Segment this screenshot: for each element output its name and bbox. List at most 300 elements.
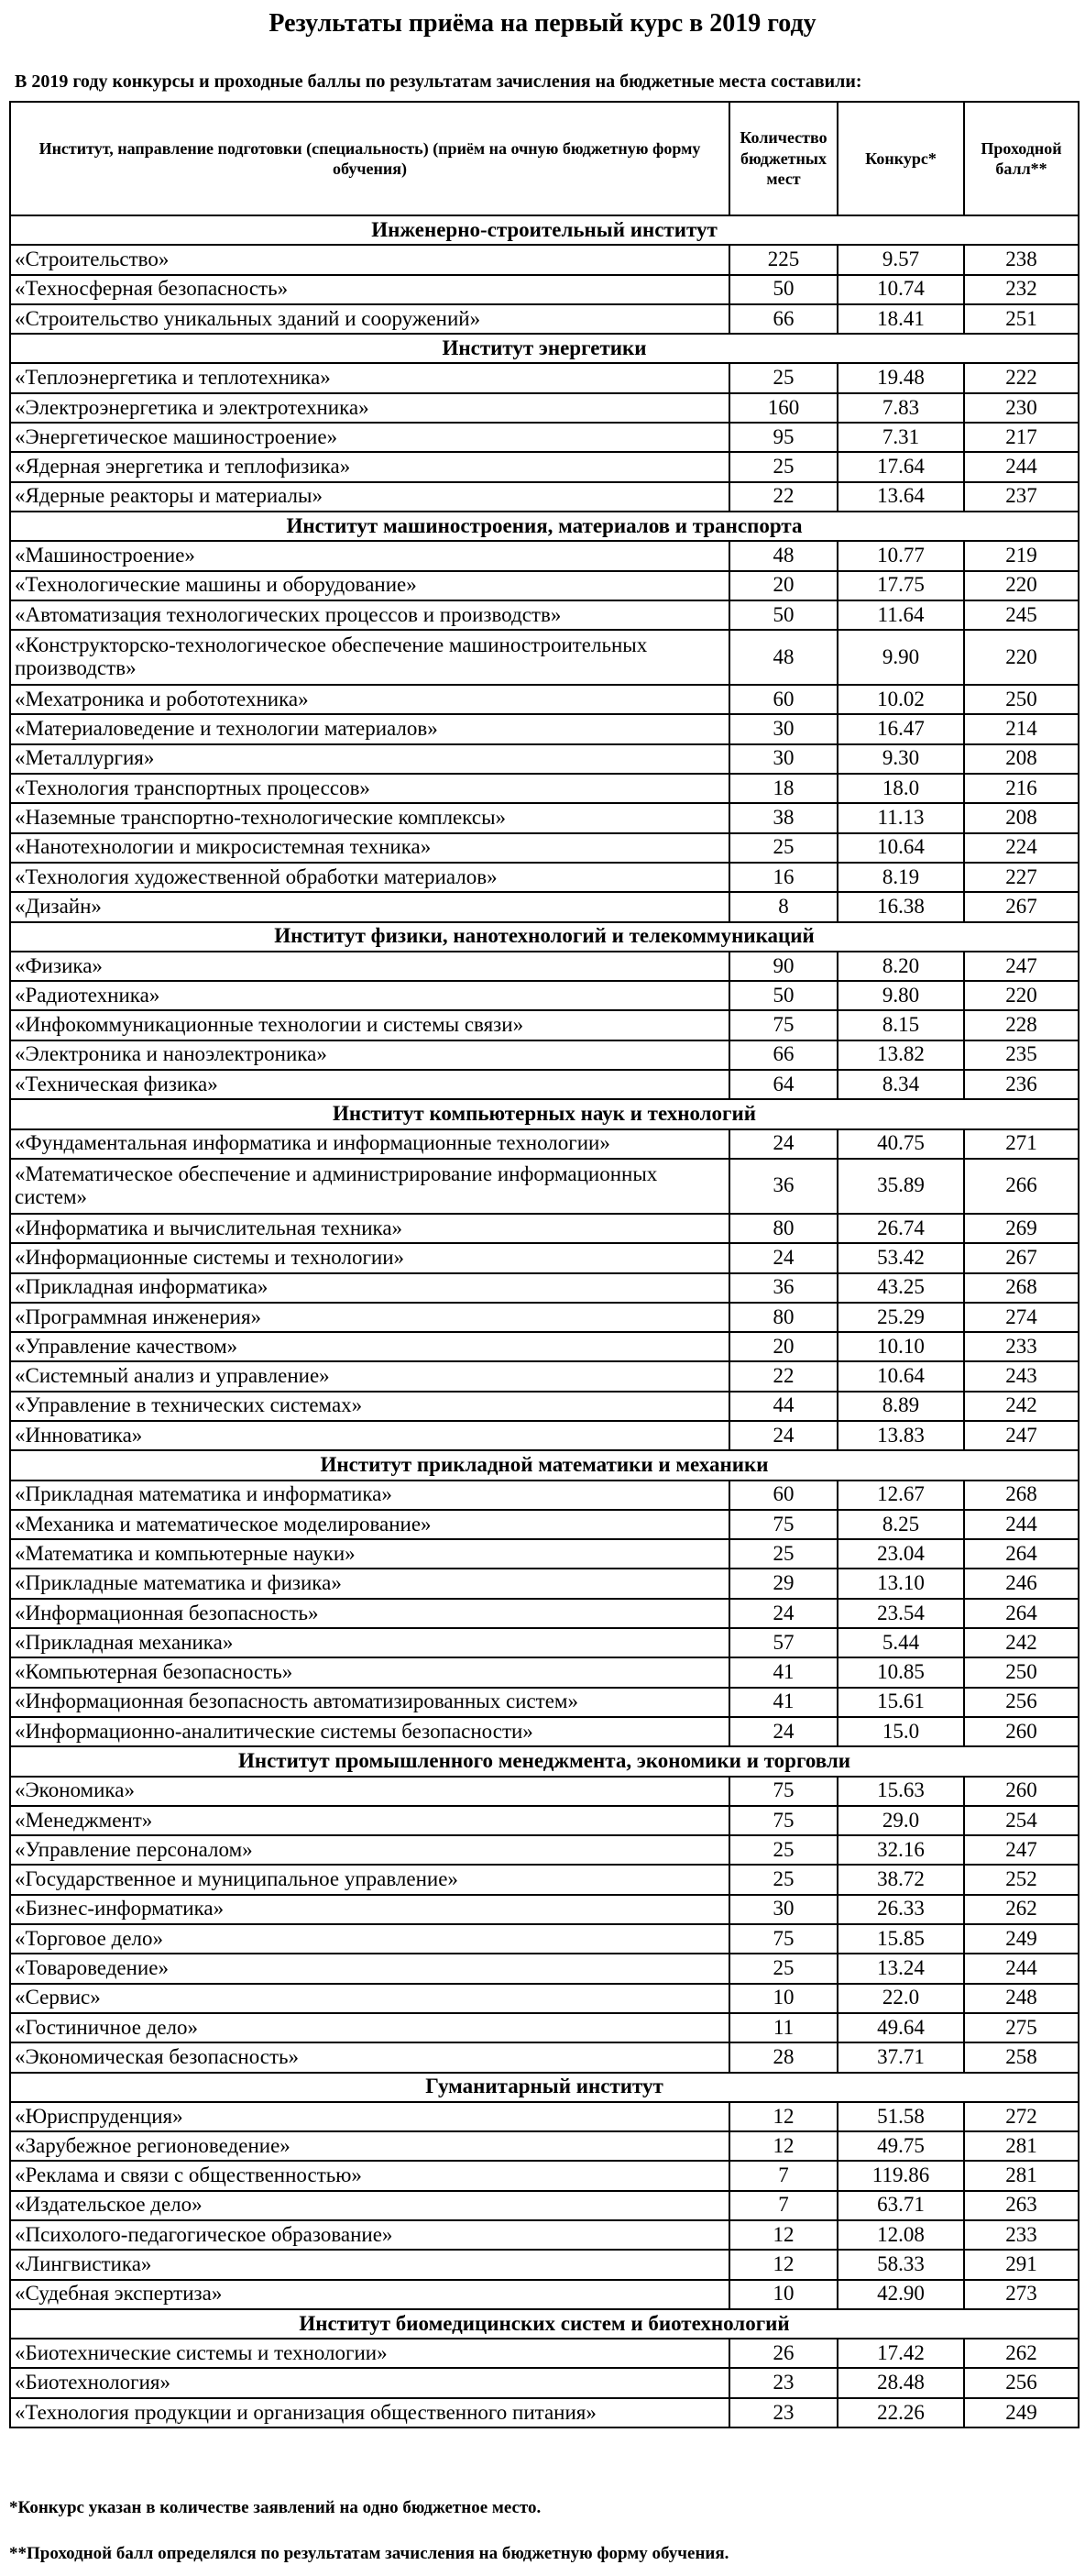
table-row [10,1129,1079,1159]
competition-cell: 10.64 [838,833,964,863]
program-cell: «Сервис» [10,1984,729,2013]
competition-cell: 9.90 [838,630,964,685]
table-row [10,2191,1079,2220]
competition-cell: 8.20 [838,952,964,981]
institute-row [10,334,1079,363]
table-row [10,1777,1079,1806]
score-cell: 244 [964,452,1079,481]
table-row [10,1010,1079,1040]
score-cell: 230 [964,393,1079,423]
places-cell: 20 [729,571,838,600]
program-cell: «Психолого-педагогическое образование» [10,2220,729,2250]
program-cell: «Информатика и вычислительная техника» [10,1214,729,1243]
score-cell: 269 [964,1214,1079,1243]
score-cell: 275 [964,2013,1079,2042]
places-cell: 75 [729,1510,838,1539]
places-cell: 225 [729,245,838,274]
program-cell: «Дизайн» [10,892,729,921]
competition-cell: 12.67 [838,1481,964,1510]
competition-cell: 8.25 [838,1510,964,1539]
places-cell: 30 [729,744,838,774]
program-cell: «Информационная безопасность автоматизированных систем» [10,1688,729,1717]
score-cell: 268 [964,1273,1079,1303]
places-cell: 7 [729,2161,838,2190]
table-row [10,1273,1079,1303]
competition-cell: 22.26 [838,2398,964,2427]
institute-name: Гуманитарный институт [10,2073,1079,2102]
places-cell: 75 [729,1924,838,1954]
program-cell: «Техносферная безопасность» [10,275,729,304]
program-cell: «Судебная экспертиза» [10,2280,729,2309]
competition-cell: 10.77 [838,541,964,570]
footnote-score: **Проходной балл определялся по результатам зачисления на бюджетную форму обучения. [9,2544,729,2563]
places-cell: 29 [729,1569,838,1598]
table-row [10,2250,1079,2279]
places-cell: 36 [729,1159,838,1214]
program-cell: «Экономическая безопасность» [10,2042,729,2072]
program-cell: «Товароведение» [10,1954,729,1983]
table-row [10,1628,1079,1657]
program-cell: «Управление в технических системах» [10,1392,729,1421]
competition-cell: 8.19 [838,863,964,892]
score-cell: 254 [964,1806,1079,1835]
table-row [10,304,1079,334]
program-cell: «Математическое обеспечение и администрирование информационных систем» [10,1159,729,1214]
competition-cell: 13.24 [838,1954,964,1983]
program-cell: «Управление персоналом» [10,1835,729,1865]
competition-cell: 35.89 [838,1159,964,1214]
footnote-competition: *Конкурс указан в количестве заявлений на одно бюджетное место. [9,2498,542,2517]
program-cell: «Строительство» [10,245,729,274]
competition-cell: 9.30 [838,744,964,774]
table-row [10,1688,1079,1717]
score-cell: 236 [964,1070,1079,1099]
table-row [10,1599,1079,1628]
table-row [10,2161,1079,2190]
places-cell: 66 [729,1040,838,1070]
score-cell: 242 [964,1392,1079,1421]
program-cell: «Государственное и муниципальное управление» [10,1865,729,1894]
score-cell: 237 [964,482,1079,512]
institute-row [10,1450,1079,1480]
places-cell: 11 [729,2013,838,2042]
table-row [10,1481,1079,1510]
competition-cell: 29.0 [838,1806,964,1835]
table-row [10,1806,1079,1835]
table-row [10,981,1079,1010]
program-cell: «Физика» [10,952,729,981]
competition-cell: 7.83 [838,393,964,423]
table-row [10,245,1079,274]
places-cell: 48 [729,541,838,570]
score-cell: 272 [964,2102,1079,2131]
score-cell: 244 [964,1954,1079,1983]
score-cell: 242 [964,1628,1079,1657]
program-cell: «Материаловедение и технологии материалов» [10,714,729,743]
score-cell: 248 [964,1984,1079,2013]
competition-cell: 13.10 [838,1569,964,1598]
table-row [10,630,1079,685]
header-competition: Конкурс* [838,102,964,215]
score-cell: 244 [964,1510,1079,1539]
score-cell: 268 [964,1481,1079,1510]
places-cell: 57 [729,1628,838,1657]
competition-cell: 32.16 [838,1835,964,1865]
places-cell: 25 [729,452,838,481]
competition-cell: 12.08 [838,2220,964,2250]
program-cell: «Компьютерная безопасность» [10,1657,729,1687]
score-cell: 267 [964,1243,1079,1272]
program-cell: «Прикладная механика» [10,1628,729,1657]
institute-row [10,2309,1079,2339]
score-cell: 258 [964,2042,1079,2072]
table-row [10,1303,1079,1332]
competition-cell: 26.74 [838,1214,964,1243]
places-cell: 18 [729,774,838,803]
score-cell: 250 [964,685,1079,714]
table-row [10,275,1079,304]
score-cell: 256 [964,2368,1079,2397]
score-cell: 217 [964,423,1079,452]
table-row [10,1984,1079,2013]
program-cell: «Радиотехника» [10,981,729,1010]
places-cell: 160 [729,393,838,423]
places-cell: 50 [729,981,838,1010]
places-cell: 10 [729,1984,838,2013]
institute-name: Институт машиностроения, материалов и транспорта [10,512,1079,541]
program-cell: «Машиностроение» [10,541,729,570]
program-cell: «Биотехнология» [10,2368,729,2397]
places-cell: 12 [729,2131,838,2161]
score-cell: 266 [964,1159,1079,1214]
places-cell: 50 [729,275,838,304]
program-cell: «Автоматизация технологических процессов и производств» [10,600,729,630]
score-cell: 224 [964,833,1079,863]
table-row [10,2398,1079,2427]
program-cell: «Математика и компьютерные науки» [10,1539,729,1569]
score-cell: 243 [964,1361,1079,1391]
places-cell: 22 [729,1361,838,1391]
program-cell: «Издательское дело» [10,2191,729,2220]
places-cell: 8 [729,892,838,921]
table-row [10,1332,1079,1361]
table-row [10,744,1079,774]
table-row [10,774,1079,803]
competition-cell: 5.44 [838,1628,964,1657]
places-cell: 60 [729,1481,838,1510]
competition-cell: 40.75 [838,1129,964,1159]
score-cell: 263 [964,2191,1079,2220]
program-cell: «Строительство уникальных зданий и сооружений» [10,304,729,334]
institute-row [10,1746,1079,1776]
places-cell: 23 [729,2398,838,2427]
table-row [10,2280,1079,2309]
institute-row [10,922,1079,952]
places-cell: 10 [729,2280,838,2309]
places-cell: 25 [729,363,838,392]
header-places: Количество бюджетных мест [729,102,838,215]
table-row [10,892,1079,921]
places-cell: 22 [729,482,838,512]
places-cell: 64 [729,1070,838,1099]
program-cell: «Технология продукции и организация общественного питания» [10,2398,729,2427]
score-cell: 219 [964,541,1079,570]
places-cell: 80 [729,1303,838,1332]
places-cell: 24 [729,1717,838,1746]
table-row [10,2131,1079,2161]
places-cell: 50 [729,600,838,630]
competition-cell: 53.42 [838,1243,964,1272]
competition-cell: 10.74 [838,275,964,304]
competition-cell: 7.31 [838,423,964,452]
competition-cell: 15.85 [838,1924,964,1954]
competition-cell: 19.48 [838,363,964,392]
institute-row [10,2073,1079,2102]
places-cell: 30 [729,714,838,743]
score-cell: 233 [964,1332,1079,1361]
header-score: Проходной балл** [964,102,1079,215]
table-row [10,571,1079,600]
score-cell: 208 [964,744,1079,774]
institute-row [10,512,1079,541]
institute-name: Институт биомедицинских систем и биотехнологий [10,2309,1079,2339]
score-cell: 256 [964,1688,1079,1717]
table-row [10,2220,1079,2250]
competition-cell: 10.64 [838,1361,964,1391]
competition-cell: 9.80 [838,981,964,1010]
score-cell: 251 [964,304,1079,334]
score-cell: 252 [964,1865,1079,1894]
table-row [10,2102,1079,2131]
places-cell: 60 [729,685,838,714]
competition-cell: 10.02 [838,685,964,714]
places-cell: 12 [729,2220,838,2250]
program-cell: «Электроника и наноэлектроника» [10,1040,729,1070]
program-cell: «Лингвистика» [10,2250,729,2279]
institute-name: Институт компьютерных наук и технологий [10,1099,1079,1128]
places-cell: 95 [729,423,838,452]
table-row [10,541,1079,570]
program-cell: «Инфокоммуникационные технологии и системы связи» [10,1010,729,1040]
competition-cell: 17.42 [838,2339,964,2368]
score-cell: 281 [964,2131,1079,2161]
institute-name: Институт промышленного менеджмента, экономики и торговли [10,1746,1079,1776]
places-cell: 75 [729,1806,838,1835]
score-cell: 246 [964,1569,1079,1598]
program-cell: «Ядерная энергетика и теплофизика» [10,452,729,481]
places-cell: 25 [729,1865,838,1894]
score-cell: 220 [964,981,1079,1010]
institute-name: Инженерно-строительный институт [10,215,1079,245]
competition-cell: 37.71 [838,2042,964,2072]
score-cell: 220 [964,571,1079,600]
program-cell: «Системный анализ и управление» [10,1361,729,1391]
program-cell: «Электроэнергетика и электротехника» [10,393,729,423]
table-row [10,482,1079,512]
table-row [10,423,1079,452]
competition-cell: 15.61 [838,1688,964,1717]
places-cell: 23 [729,2368,838,2397]
competition-cell: 16.38 [838,892,964,921]
score-cell: 264 [964,1599,1079,1628]
program-cell: «Нанотехнологии и микросистемная техника» [10,833,729,863]
competition-cell: 26.33 [838,1895,964,1924]
competition-cell: 63.71 [838,2191,964,2220]
score-cell: 227 [964,863,1079,892]
program-cell: «Гостиничное дело» [10,2013,729,2042]
score-cell: 216 [964,774,1079,803]
institute-row [10,1099,1079,1128]
program-cell: «Управление качеством» [10,1332,729,1361]
score-cell: 271 [964,1129,1079,1159]
competition-cell: 13.82 [838,1040,964,1070]
table-row [10,1510,1079,1539]
score-cell: 260 [964,1777,1079,1806]
competition-cell: 16.47 [838,714,964,743]
table-row [10,1569,1079,1598]
places-cell: 41 [729,1688,838,1717]
institute-name: Институт физики, нанотехнологий и телекоммуникаций [10,922,1079,952]
score-cell: 260 [964,1717,1079,1746]
score-cell: 208 [964,803,1079,832]
competition-cell: 15.63 [838,1777,964,1806]
score-cell: 264 [964,1539,1079,1569]
score-cell: 238 [964,245,1079,274]
program-cell: «Мехатроника и робототехника» [10,685,729,714]
competition-cell: 38.72 [838,1865,964,1894]
score-cell: 232 [964,275,1079,304]
score-cell: 233 [964,2220,1079,2250]
competition-cell: 11.13 [838,803,964,832]
places-cell: 24 [729,1243,838,1272]
table-row [10,685,1079,714]
competition-cell: 10.85 [838,1657,964,1687]
competition-cell: 9.57 [838,245,964,274]
program-cell: «Прикладные математика и физика» [10,1569,729,1598]
results-table [9,101,1080,2428]
places-cell: 75 [729,1010,838,1040]
table-row [10,1865,1079,1894]
places-cell: 12 [729,2250,838,2279]
table-row [10,1214,1079,1243]
places-cell: 30 [729,1895,838,1924]
program-cell: «Механика и математическое моделирование» [10,1510,729,1539]
score-cell: 235 [964,1040,1079,1070]
table-row [10,363,1079,392]
program-cell: «Менеджмент» [10,1806,729,1835]
competition-cell: 51.58 [838,2102,964,2131]
table-row [10,1361,1079,1391]
places-cell: 24 [729,1129,838,1159]
program-cell: «Инноватика» [10,1421,729,1450]
competition-cell: 43.25 [838,1273,964,1303]
program-cell: «Ядерные реакторы и материалы» [10,482,729,512]
table-row [10,2339,1079,2368]
places-cell: 12 [729,2102,838,2131]
score-cell: 214 [964,714,1079,743]
table-row [10,1539,1079,1569]
program-cell: «Технология транспортных процессов» [10,774,729,803]
program-cell: «Технология художественной обработки материалов» [10,863,729,892]
competition-cell: 13.64 [838,482,964,512]
places-cell: 66 [729,304,838,334]
program-cell: «Наземные транспортно-технологические комплексы» [10,803,729,832]
table-header-row [10,102,1079,215]
program-cell: «Информационные системы и технологии» [10,1243,729,1272]
program-cell: «Прикладная математика и информатика» [10,1481,729,1510]
program-cell: «Информационно-аналитические системы безопасности» [10,1717,729,1746]
program-cell: «Программная инженерия» [10,1303,729,1332]
program-cell: «Биотехнические системы и технологии» [10,2339,729,2368]
places-cell: 80 [729,1214,838,1243]
competition-cell: 10.10 [838,1332,964,1361]
table-row [10,1040,1079,1070]
places-cell: 24 [729,1599,838,1628]
score-cell: 247 [964,1421,1079,1450]
competition-cell: 8.34 [838,1070,964,1099]
intro-text: В 2019 году конкурсы и проходные баллы по результатам зачисления на бюджетные места составили: [15,72,862,92]
score-cell: 267 [964,892,1079,921]
places-cell: 38 [729,803,838,832]
institute-name: Институт прикладной математики и механики [10,1450,1079,1480]
competition-cell: 15.0 [838,1717,964,1746]
table-row [10,2368,1079,2397]
table-row [10,1657,1079,1687]
competition-cell: 28.48 [838,2368,964,2397]
competition-cell: 18.41 [838,304,964,334]
competition-cell: 17.75 [838,571,964,600]
program-cell: «Зарубежное регионоведение» [10,2131,729,2161]
competition-cell: 17.64 [838,452,964,481]
score-cell: 281 [964,2161,1079,2190]
score-cell: 247 [964,1835,1079,1865]
competition-cell: 23.04 [838,1539,964,1569]
table-row [10,600,1079,630]
competition-cell: 42.90 [838,2280,964,2309]
score-cell: 220 [964,630,1079,685]
program-cell: «Технологические машины и оборудование» [10,571,729,600]
program-cell: «Реклама и связи с общественностью» [10,2161,729,2190]
competition-cell: 119.86 [838,2161,964,2190]
places-cell: 26 [729,2339,838,2368]
program-cell: «Фундаментальная информатика и информационные технологии» [10,1129,729,1159]
places-cell: 16 [729,863,838,892]
competition-cell: 8.15 [838,1010,964,1040]
table-row [10,1717,1079,1746]
program-cell: «Теплоэнергетика и теплотехника» [10,363,729,392]
program-cell: «Конструкторско-технологическое обеспечение машиностроительных производств» [10,630,729,685]
table-row [10,1159,1079,1214]
places-cell: 25 [729,1835,838,1865]
program-cell: «Энергетическое машиностроение» [10,423,729,452]
places-cell: 25 [729,1539,838,1569]
places-cell: 36 [729,1273,838,1303]
competition-cell: 25.29 [838,1303,964,1332]
competition-cell: 22.0 [838,1984,964,2013]
table-body [10,215,1079,2427]
places-cell: 25 [729,1954,838,1983]
competition-cell: 18.0 [838,774,964,803]
program-cell: «Торговое дело» [10,1924,729,1954]
score-cell: 249 [964,2398,1079,2427]
score-cell: 247 [964,952,1079,981]
score-cell: 273 [964,2280,1079,2309]
table-row [10,1924,1079,1954]
places-cell: 20 [729,1332,838,1361]
table-row [10,863,1079,892]
program-cell: «Прикладная информатика» [10,1273,729,1303]
program-cell: «Металлургия» [10,744,729,774]
